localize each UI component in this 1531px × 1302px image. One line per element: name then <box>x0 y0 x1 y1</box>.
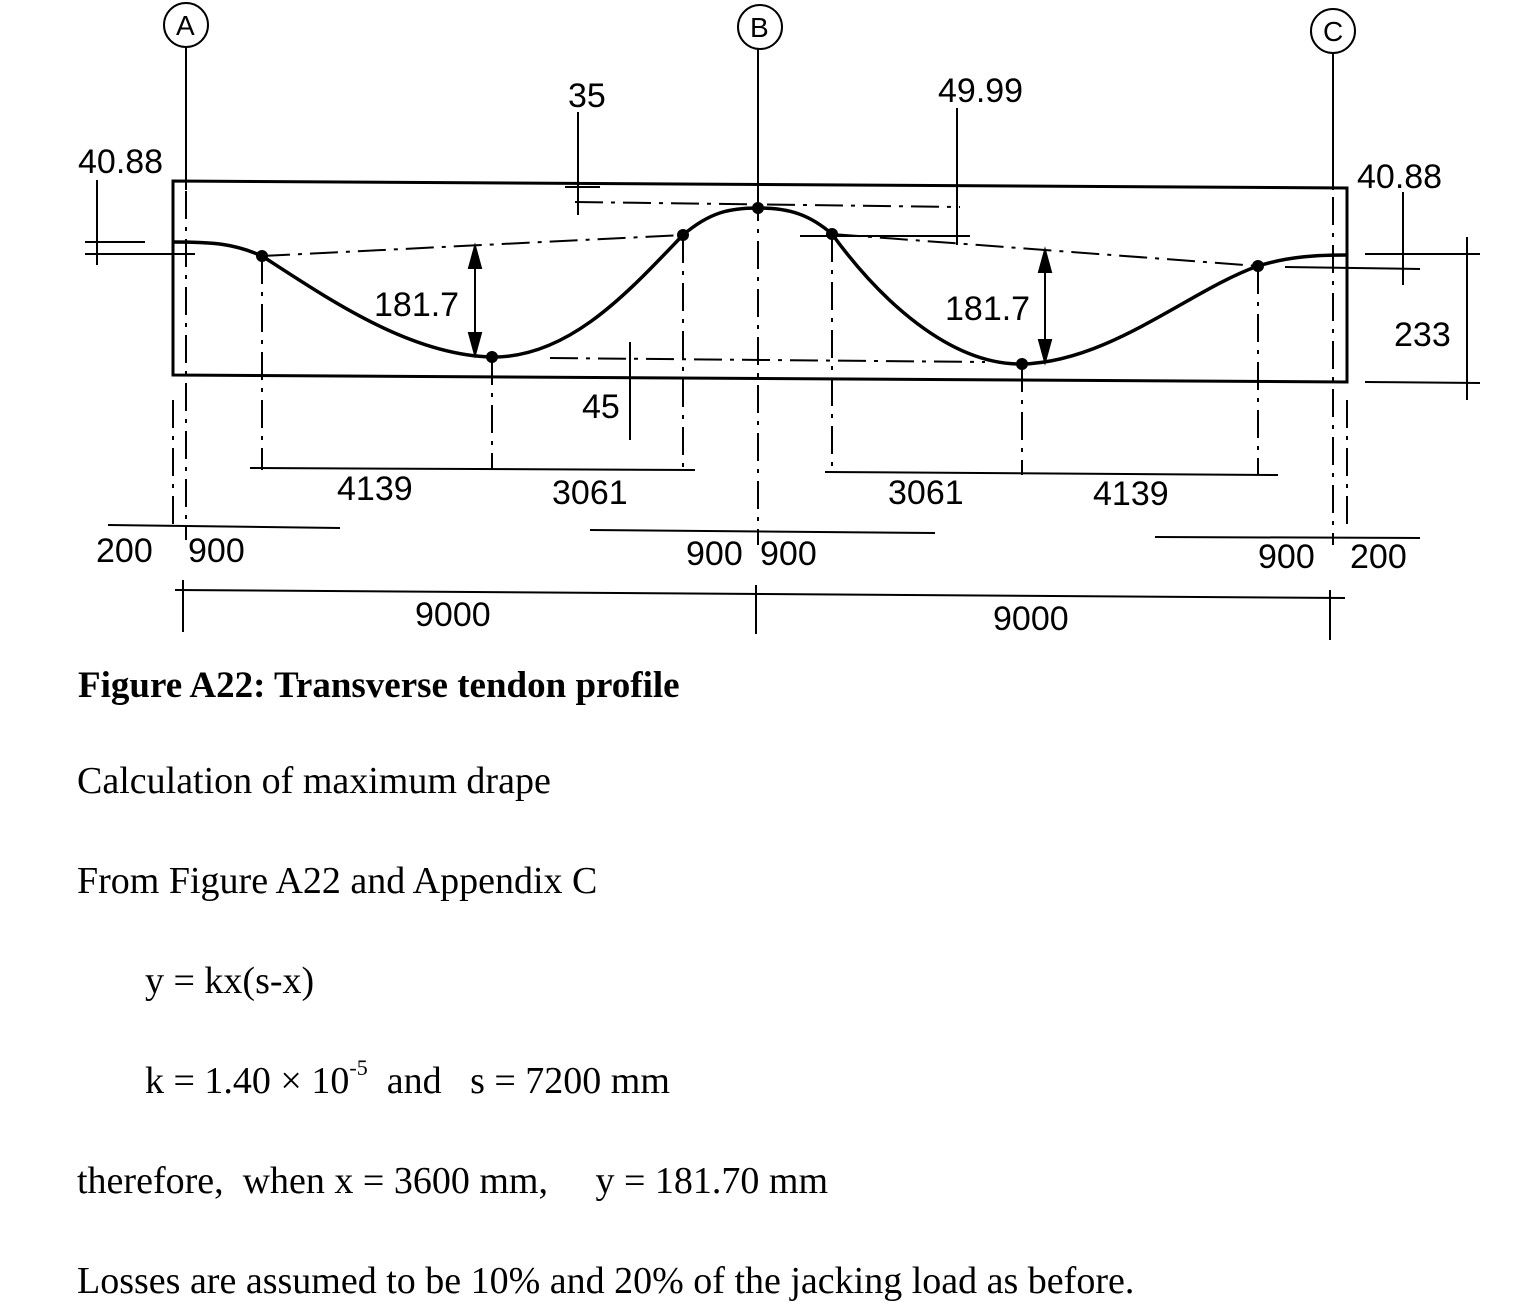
result-text: therefore, when x = 3600 mm, y = 181.70 mm <box>77 1160 829 1202</box>
dim-bottom-cover: 45 <box>582 388 620 426</box>
dim-inflect-c: 900 <box>1258 538 1315 576</box>
grid-label-c: C <box>1323 16 1344 47</box>
dim-top-cover-left: 35 <box>568 77 606 115</box>
grid-label-a: A <box>176 10 195 41</box>
dim-seg-left-1: 4139 <box>337 470 413 508</box>
equation-exponent: -5 <box>349 1055 368 1080</box>
dim-seg-left-2: 3061 <box>552 474 628 512</box>
dim-drape-left: 181.7 <box>374 286 460 324</box>
dim-seg-right-2: 4139 <box>1093 475 1169 513</box>
equation-drape: y = kx(s-x) <box>145 960 315 1002</box>
dim-end-left: 200 <box>96 532 153 570</box>
dim-span-left: 9000 <box>415 596 491 634</box>
dim-seg-right-1: 3061 <box>888 474 964 512</box>
tendon-curve <box>173 208 1347 364</box>
losses-text: Losses are assumed to be 10% and 20% of the jacking load as before. <box>77 1260 1135 1302</box>
reference-text: From Figure A22 and Appendix C <box>77 860 598 902</box>
section-heading: Calculation of maximum drape <box>77 760 551 802</box>
grid-label-b: B <box>750 12 769 43</box>
equation-constants <box>145 1055 670 1102</box>
dim-left-end-offset: 40.88 <box>78 143 164 181</box>
dim-drape-right: 181.7 <box>945 290 1031 328</box>
equation-k: k = 1.40 × 10 <box>145 1060 350 1102</box>
dim-right-end-offset: 40.88 <box>1357 158 1443 196</box>
dim-inflect-b-left: 900 <box>686 535 743 573</box>
dim-span-right: 9000 <box>993 600 1069 638</box>
dim-end-right: 200 <box>1350 538 1407 576</box>
dim-inflect-b-right: 900 <box>760 535 817 573</box>
dim-top-cover-right: 49.99 <box>938 72 1024 110</box>
dim-inflect-a: 900 <box>188 532 245 570</box>
dim-depth: 233 <box>1394 316 1451 354</box>
figure-caption: Figure A22: Transverse tendon profile <box>78 665 680 706</box>
equation-s: and s = 7200 mm <box>367 1060 670 1102</box>
